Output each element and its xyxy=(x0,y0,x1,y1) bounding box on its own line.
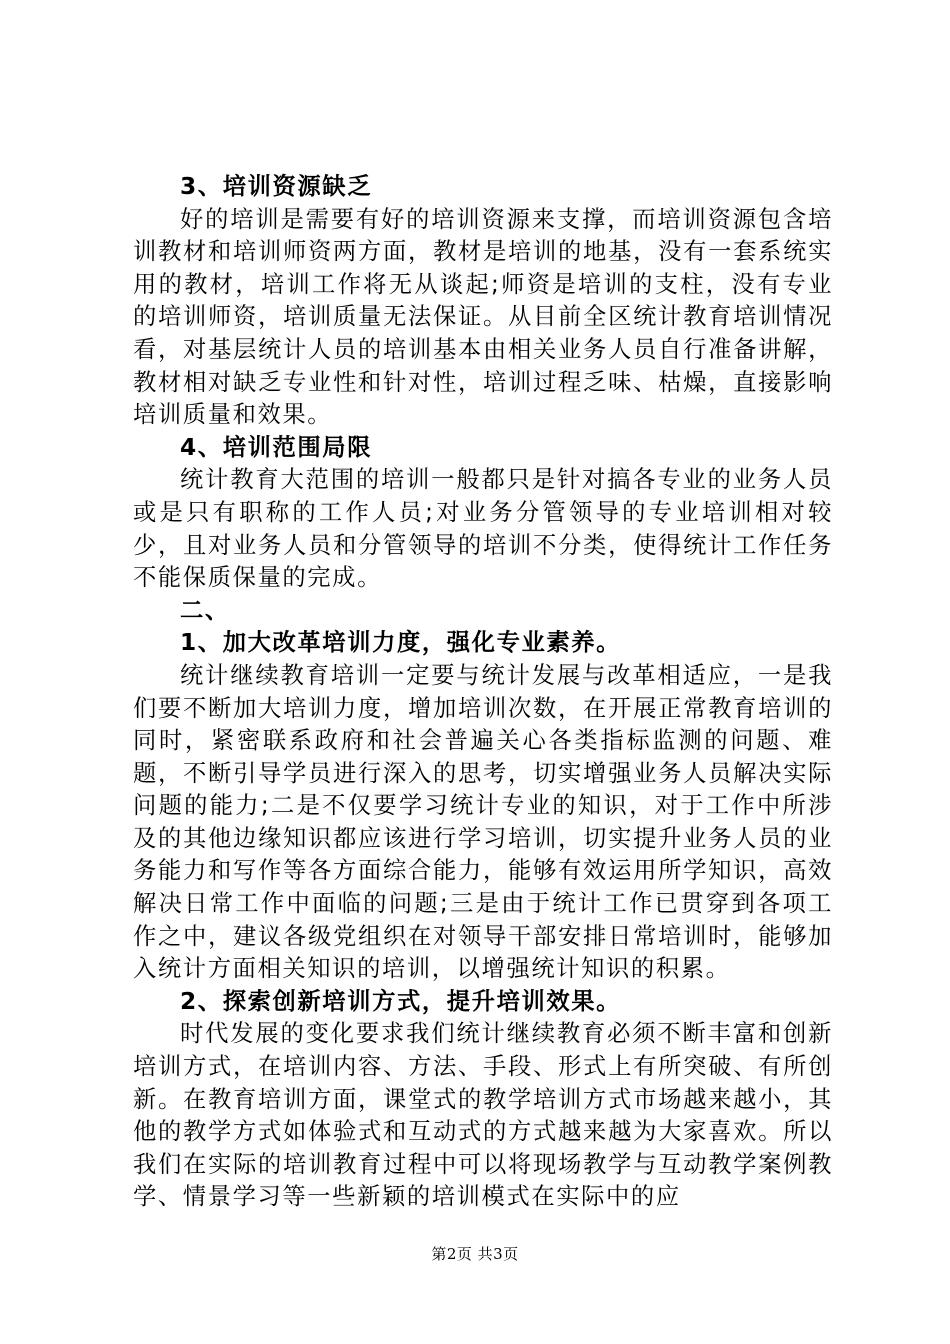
part-two-heading: 二、 xyxy=(180,596,230,624)
document-body xyxy=(133,171,833,1214)
section-4-paragraph: 统计教育大范围的培训一般都只是针对搞各专业的业务人员或是只有职称的工作人员;对业务分管领导的专业培训相对较少，且对业务人员和分管领导的培训不分类，使得统计工作任务不能保质保量的完成。 xyxy=(133,466,833,592)
section-3-paragraph: 好的培训是需要有好的培训资源来支撑，而培训资源包含培训教材和培训师资两方面，教材是培训的地基，没有一套系统实用的教材，培训工作将无从谈起;师资是培训的支柱，没有专业的培训师资，培训质量无法保证。从目前全区统计教育培训情况看，对基层统计人员的培训基本由相关业务人员自行准备讲解，教材相对缺乏专业性和针对性，培训过程乏味、枯燥，直接影响培训质量和效果。 xyxy=(133,205,833,429)
section-4-heading: 4、培训范围局限 xyxy=(180,433,373,461)
item-2-paragraph: 时代发展的变化要求我们统计继续教育必须不断丰富和创新培训方式，在培训内容、方法、手段、形式上有所突破、有所创新。在教育培训方面，课堂式的教学培训方式市场越来越小，其他的教学方式如体验式和互动式的方式越来越为大家喜欢。所以我们在实际的培训教育过程中可以将现场教学与互动教学案例教学、情景学习等一些新颖的培训模式在实际中的应 xyxy=(133,1020,833,1211)
section-3-heading: 3、培训资源缺乏 xyxy=(180,173,373,200)
item-1-paragraph: 统计继续教育培训一定要与统计发展与改革相适应，一是我们要不断加大培训力度，增加培训次数，在开展正常教育培训的同时，紧密联系政府和社会普遍关心各类指标监测的问题、难题，不断引导学员进行深入的思考，切实增强业务人员解决实际问题的能力;二是不仅要学习统计专业的知识，对于工作中所涉及的其他边缘知识都应该进行学习培训，切实提升业务人员的业务能力和写作等各方面综合能力，能够有效运用所学知识，高效解决日常工作中面临的问题;三是由于统计工作已贯穿到各项工作之中，建议各级党组织在对领导干部安排日常培训时，能够加入统计方面相关知识的培训，以增强统计知识的积累。 xyxy=(133,661,833,983)
item-2-heading: 2、探索创新培训方式，提升培训效果。 xyxy=(180,987,622,1015)
item-1-heading: 1、加大改革培训力度，强化专业素养。 xyxy=(180,629,622,657)
page-number-footer: 第2页 共3页 xyxy=(431,1245,519,1263)
